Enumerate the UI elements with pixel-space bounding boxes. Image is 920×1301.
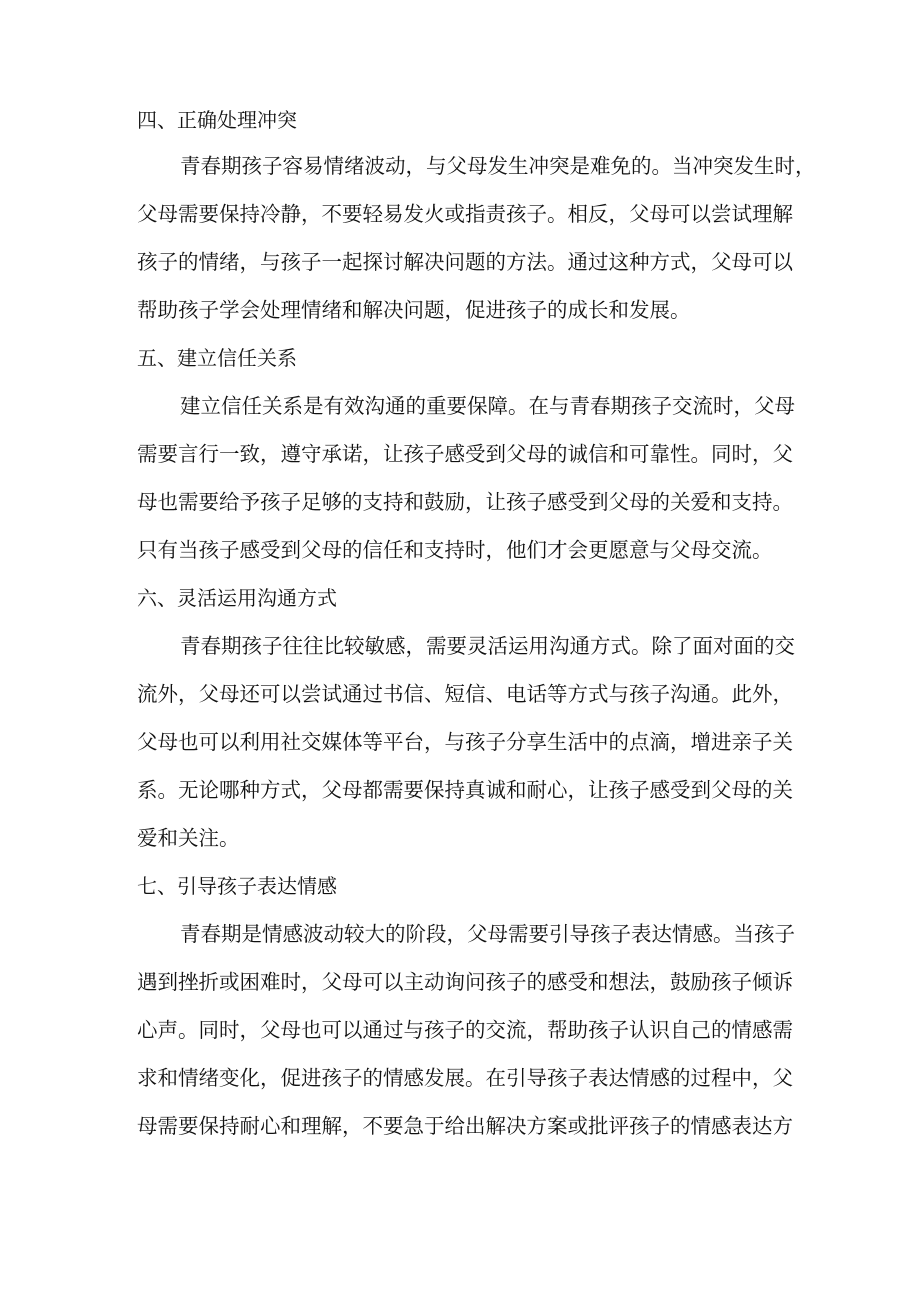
paragraph-line: 求和情绪变化，促进孩子的情感发展。在引导孩子表达情感的过程中，父 — [137, 1066, 793, 1090]
paragraph-line: 建立信任关系是有效沟通的重要保障。在与青春期孩子交流时，父母 — [180, 394, 795, 418]
paragraph-line: 帮助孩子学会处理情绪和解决问题，促进孩子的成长和发展。 — [137, 298, 691, 322]
paragraph-line: 需要言行一致，遵守承诺，让孩子感受到父母的诚信和可靠性。同时，父 — [137, 442, 793, 466]
paragraph-line: 系。无论哪种方式，父母都需要保持真诚和耐心，让孩子感受到父母的关 — [137, 778, 793, 802]
paragraph-line: 流外，父母还可以尝试通过书信、短信、电话等方式与孩子沟通。此外， — [137, 682, 793, 706]
section-heading-5: 五、建立信任关系 — [137, 346, 297, 370]
paragraph-line: 爱和关注。 — [137, 826, 240, 850]
paragraph-line: 父母需要保持冷静，不要轻易发火或指责孩子。相反，父母可以尝试理解 — [137, 202, 793, 226]
section-heading-4: 四、正确处理冲突 — [137, 108, 297, 132]
section-heading-7: 七、引导孩子表达情感 — [137, 874, 337, 898]
paragraph-line: 青春期孩子容易情绪波动，与父母发生冲突是难免的。当冲突发生时， — [180, 154, 816, 178]
paragraph-line: 心声。同时，父母也可以通过与孩子的交流，帮助孩子认识自己的情感需 — [137, 1018, 793, 1042]
paragraph-line: 母需要保持耐心和理解，不要急于给出解决方案或批评孩子的情感表达方 — [137, 1114, 793, 1138]
paragraph-line: 遇到挫折或困难时，父母可以主动询问孩子的感受和想法，鼓励孩子倾诉 — [137, 970, 793, 994]
paragraph-line: 母也需要给予孩子足够的支持和鼓励，让孩子感受到父母的关爱和支持。 — [137, 490, 793, 514]
section-heading-6: 六、灵活运用沟通方式 — [137, 586, 337, 610]
paragraph-line: 父母也可以利用社交媒体等平台，与孩子分享生活中的点滴，增进亲子关 — [137, 730, 793, 754]
paragraph-line: 青春期是情感波动较大的阶段，父母需要引导孩子表达情感。当孩子 — [180, 922, 795, 946]
paragraph-line: 青春期孩子往往比较敏感，需要灵活运用沟通方式。除了面对面的交 — [180, 634, 795, 658]
paragraph-line: 只有当孩子感受到父母的信任和支持时，他们才会更愿意与父母交流。 — [137, 538, 773, 562]
paragraph-line: 孩子的情绪，与孩子一起探讨解决问题的方法。通过这种方式，父母可以 — [137, 250, 793, 274]
